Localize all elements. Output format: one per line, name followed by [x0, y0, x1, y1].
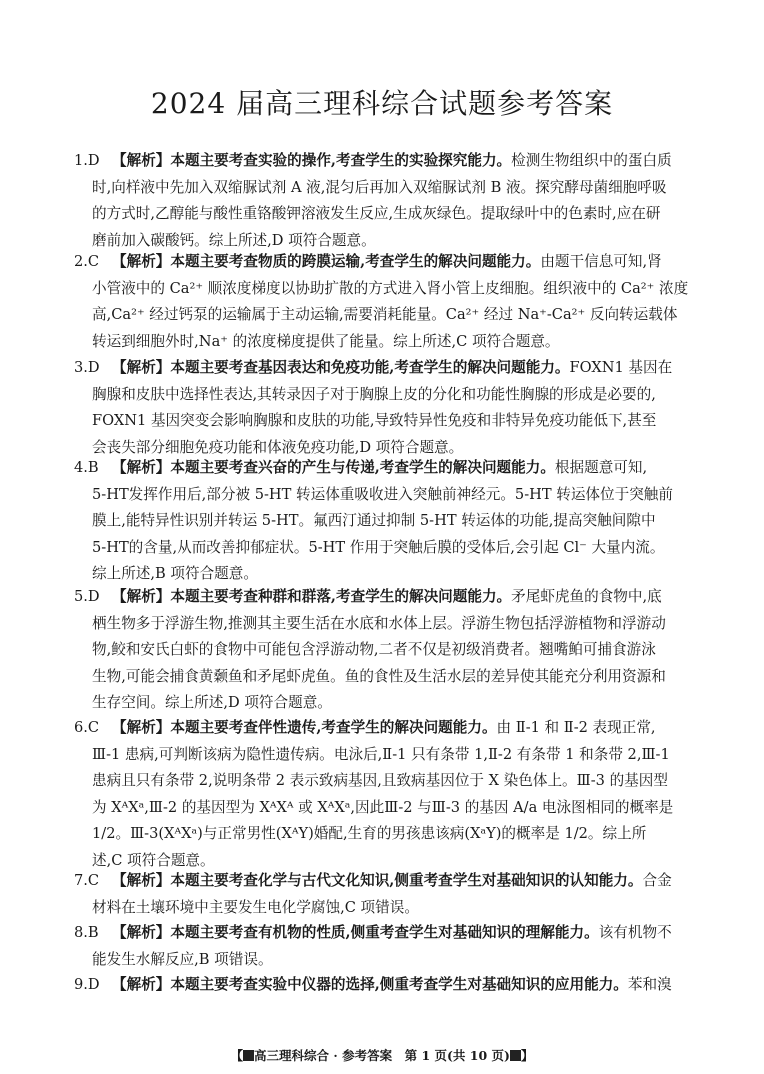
- analysis-text-line: 栖生物多于浮游生物,推测其主要生活在水底和水体上层。浮游生物包括浮游植物和浮游动: [92, 614, 666, 632]
- analysis-text-line: 1/2。Ⅲ-3(XᴬXᵃ)与正常男性(XᴬY)婚配,生育的男孩患该病(XᵃY)的概率是 1/2。综上所: [92, 825, 647, 843]
- analysis-tag: 【解析】: [112, 359, 171, 376]
- answer-line: [74, 584, 698, 611]
- analysis-text-line: 为 XᴬXᵃ,Ⅲ-2 的基因型为 XᴬXᴬ 或 XᴬXᵃ,因此Ⅲ-2 与Ⅲ-3 的基因 A/a 电泳图相同的概率是: [92, 798, 674, 816]
- analysis-text-line: 小管液中的 Ca²⁺ 顺浓度梯度以协助扩散的方式进入肾小管上皮细胞。组织液中的 Ca²⁺ 浓度: [92, 279, 689, 297]
- analysis-tag: 【解析】: [112, 976, 171, 993]
- footer-bracket-right: 】: [520, 1048, 534, 1063]
- footer-text: 高三理科综合 · 参考答案 第 1 页(共 10 页): [254, 1048, 510, 1063]
- analysis-text-line: 高,Ca²⁺ 经过钙泵的运输属于主动运输,需要消耗能量。Ca²⁺ 经过 Na⁺-Ca²⁺ 反向转运载体: [92, 306, 678, 324]
- answer-line: [74, 355, 698, 382]
- answer-line: [74, 715, 698, 742]
- analysis-lead: 本题主要考查化学与古代文化知识,侧重考查学生对基础知识的认知能力。: [170, 872, 643, 889]
- analysis-tag: 【解析】: [112, 719, 171, 736]
- answer-item: [74, 972, 698, 999]
- answer-item: [74, 148, 698, 254]
- analysis-text: 根据题意可知,: [554, 459, 648, 476]
- analysis-text-line: 物,鲛和安氏白虾的食物中可能包含浮游动物,二者不仅是初级消费者。翘嘴鲌可捕食游泳: [92, 641, 656, 659]
- answer-item: [74, 920, 698, 973]
- analysis-text-line: 述,C 项符合题意。: [92, 851, 215, 869]
- analysis-text-line: 5-HT发挥作用后,部分被 5-HT 转运体重吸收进入突触前神经元。5-HT 转运体位于突触前: [92, 485, 673, 503]
- answer-item: [74, 715, 698, 875]
- analysis-lead: 本题主要考查种群和群落,考查学生的解决问题能力。: [170, 588, 512, 605]
- analysis-tag: 【解析】: [112, 459, 171, 476]
- answer-item: [74, 868, 698, 921]
- analysis-text: 苯和溴: [627, 976, 672, 993]
- question-number: 4.B: [74, 459, 99, 476]
- page-footer: [0, 1046, 764, 1064]
- analysis-text-line: 的方式时,乙醇能与酸性重铬酸钾溶液发生反应,生成灰绿色。提取绿叶中的色素时,应在研: [92, 205, 661, 223]
- page-title: 2024 届高三理科综合试题参考答案: [150, 87, 614, 120]
- analysis-tag: 【解析】: [112, 924, 171, 941]
- answer-line: [74, 868, 698, 895]
- question-number: 8.B: [74, 924, 99, 941]
- analysis-text: 由题干信息可知,肾: [540, 253, 662, 270]
- analysis-text-line: 胸腺和皮肤中选择性表达,其转录因子对于胸腺上皮的分化和功能性胸腺的形成是必要的,: [92, 385, 656, 403]
- question-number: 2.C: [74, 253, 100, 270]
- analysis-text-line: 综上所述,B 项符合题意。: [92, 565, 258, 583]
- analysis-text-line: 磨前加入碳酸钙。综上所述,D 项符合题意。: [92, 231, 376, 249]
- question-number: 3.D: [74, 359, 100, 376]
- analysis-tag: 【解析】: [112, 588, 171, 605]
- analysis-text-line: 生物,可能会捕食黄颡鱼和矛尾虾虎鱼。鱼的食性及生活水层的差异使其能充分利用资源和: [92, 667, 666, 685]
- question-number: 9.D: [74, 976, 100, 993]
- analysis-text-line: 材料在土壤环境中主要发生电化学腐蚀,C 项错误。: [92, 898, 419, 916]
- answer-item: [74, 584, 698, 717]
- footer-mark-icon: [510, 1050, 521, 1061]
- answer-item: [74, 455, 698, 588]
- question-number: 5.D: [74, 588, 100, 605]
- analysis-text-line: 患病且只有条带 2,说明条带 2 表示致病基因,且致病基因位于 X 染色体上。Ⅲ-3 的基因型: [92, 772, 668, 790]
- analysis-text-line: 时,向样液中先加入双缩脲试剂 A 液,混匀后再加入双缩脲试剂 B 液。探究酵母菌细胞呼吸: [92, 178, 667, 196]
- question-number: 1.D: [74, 152, 100, 169]
- footer-mark-icon: [243, 1050, 254, 1061]
- answer-item: [74, 355, 698, 461]
- analysis-lead: 本题主要考查基因表达和免疫功能,考查学生的解决问题能力。: [170, 359, 570, 376]
- analysis-text: 由 Ⅱ-1 和 Ⅱ-2 表现正常,: [496, 719, 656, 736]
- question-number: 6.C: [74, 719, 100, 736]
- analysis-text-line: 转运到细胞外时,Na⁺ 的浓度梯度提供了能量。综上所述,C 项符合题意。: [92, 332, 560, 350]
- analysis-text-line: 能发生水解反应,B 项错误。: [92, 950, 273, 968]
- analysis-lead: 本题主要考查实验的操作,考查学生的实验探究能力。: [170, 152, 512, 169]
- analysis-tag: 【解析】: [112, 253, 171, 270]
- footer-bracket-left: 【: [230, 1048, 244, 1063]
- answer-item: [74, 249, 698, 355]
- answer-line: [74, 148, 698, 175]
- analysis-tag: 【解析】: [112, 872, 171, 889]
- answer-line: [74, 972, 698, 999]
- analysis-text: FOXN1 基因在: [569, 359, 673, 376]
- analysis-text: 矛尾虾虎鱼的食物中,底: [511, 588, 662, 605]
- analysis-tag: 【解析】: [112, 152, 171, 169]
- analysis-text-line: Ⅲ-1 患病,可判断该病为隐性遗传病。电泳后,Ⅱ-1 只有条带 1,Ⅱ-2 有条带 1 和条带 2,Ⅲ-1: [92, 745, 670, 763]
- analysis-lead: 本题主要考查伴性遗传,考查学生的解决问题能力。: [170, 719, 497, 736]
- question-number: 7.C: [74, 872, 100, 889]
- analysis-text: 该有机物不: [598, 924, 672, 941]
- analysis-text-line: 5-HT的含量,从而改善抑郁症状。5-HT 作用于突触后膜的受体后,会引起 Cl⁻ 大量内流。: [92, 538, 665, 556]
- analysis-text-line: 膜上,能特异性识别并转运 5-HT。氟西汀通过抑制 5-HT 转运体的功能,提高突触间隙中: [92, 512, 656, 530]
- analysis-text: 检测生物组织中的蛋白质: [511, 152, 672, 169]
- analysis-text: 合金: [642, 872, 672, 889]
- analysis-text-line: 会丧失部分细胞免疫功能和体液免疫功能,D 项符合题意。: [92, 438, 464, 456]
- analysis-text-line: 生存空间。综上所述,D 项符合题意。: [92, 694, 332, 712]
- analysis-lead: 本题主要考查有机物的性质,侧重考查学生对基础知识的理解能力。: [170, 924, 599, 941]
- analysis-lead: 本题主要考查物质的跨膜运输,考查学生的解决问题能力。: [170, 253, 541, 270]
- analysis-lead: 本题主要考查兴奋的产生与传递,考查学生的解决问题能力。: [170, 459, 555, 476]
- analysis-lead: 本题主要考查实验中仪器的选择,侧重考查学生对基础知识的应用能力。: [170, 976, 628, 993]
- answer-line: [74, 920, 698, 947]
- answer-line: [74, 249, 698, 276]
- answer-line: [74, 455, 698, 482]
- analysis-text-line: FOXN1 基因突变会影响胸腺和皮肤的功能,导致特异性免疫和非特异免疫功能低下,甚至: [92, 412, 657, 430]
